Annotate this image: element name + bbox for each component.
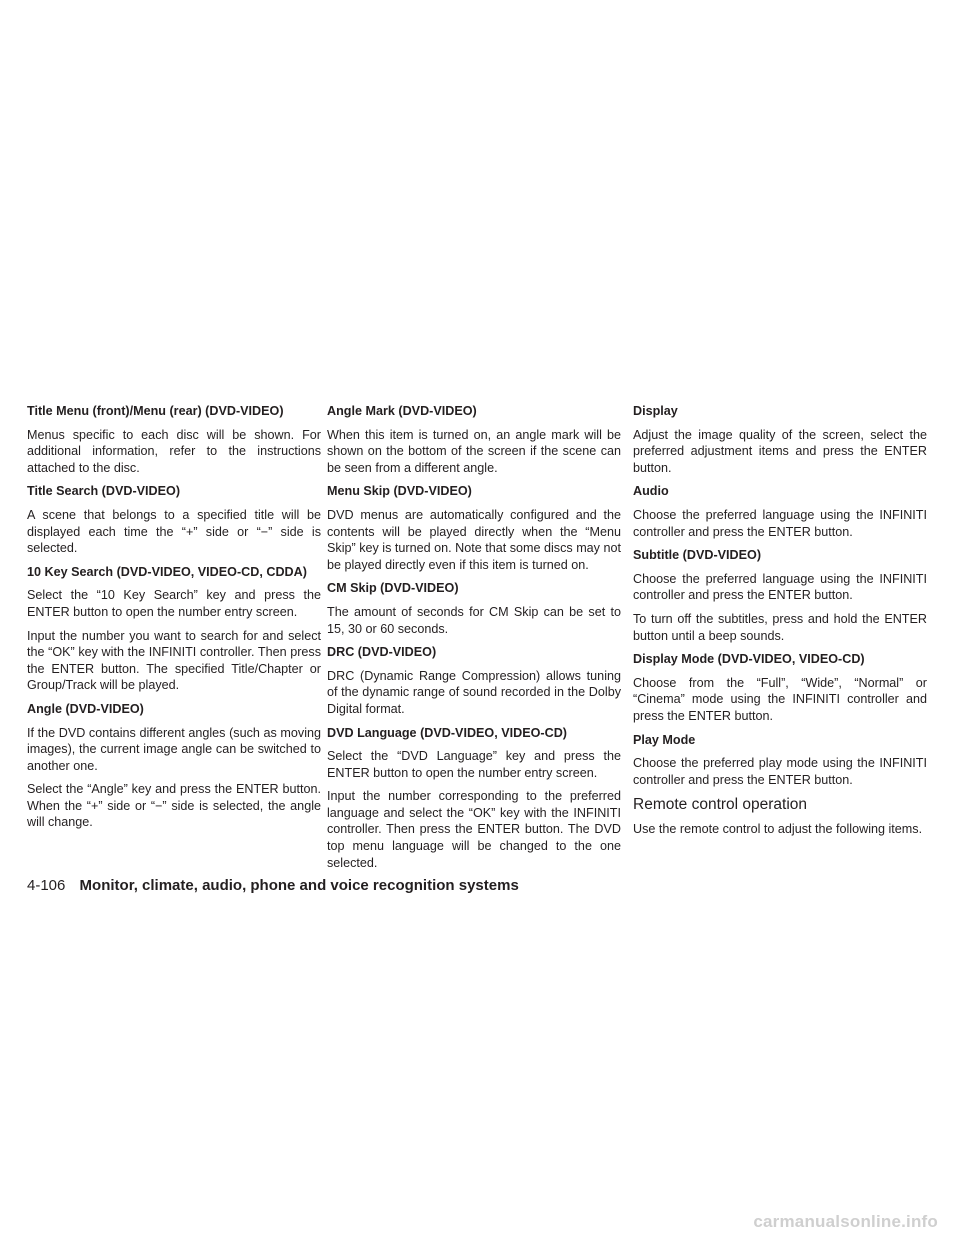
- section-heading: CM Skip (DVD-VIDEO): [327, 581, 459, 596]
- section-heading: Title Menu (front)/Menu (rear) (DVD-VIDEO): [27, 404, 284, 418]
- paragraph: DRC (Dynamic Range Compression) allows tuning of the dynamic range of sound recorded in the Dolby Digital format.: [327, 668, 621, 716]
- paragraph: Menus specific to each disc will be shown. For additional information, refer to the instructions attached to the disc.: [27, 427, 321, 475]
- section-heading: Angle (DVD-VIDEO): [27, 701, 144, 716]
- column-middle: [327, 403, 621, 878]
- paragraph: Select the “Angle” key and press the ENTER button. When the “+” side or “−” side is selected, the angle will change.: [27, 782, 321, 830]
- paragraph: DVD menus are automatically configured and the contents will be played directly when the “Menu Skip” key is turned on. Note that some discs may not be played directly even if this item is turned on.: [327, 507, 621, 572]
- paragraph: The amount of seconds for CM Skip can be set to 15, 30 or 60 seconds.: [327, 604, 621, 636]
- page-footer: [27, 876, 519, 896]
- paragraph: Choose the preferred play mode using the INFINITI controller and press the ENTER button.: [633, 756, 927, 787]
- paragraph: To turn off the subtitles, press and hold the ENTER button until a beep sounds.: [633, 611, 927, 643]
- section-heading: Display: [633, 404, 678, 418]
- paragraph: Choose the preferred language using the INFINITI controller and press the ENTER button.: [633, 571, 927, 603]
- page-number: 4-106: [27, 877, 66, 894]
- section-heading: 10 Key Search (DVD-VIDEO, VIDEO-CD, CDDA): [27, 564, 307, 579]
- section-title: Remote control operation: [633, 796, 808, 814]
- column-right: [633, 403, 927, 845]
- section-heading: Audio: [633, 484, 669, 499]
- paragraph: A scene that belongs to a specified title will be displayed each time the “+” side or “−” side is selected.: [27, 507, 321, 556]
- section-heading: Subtitle (DVD-VIDEO): [633, 548, 762, 563]
- paragraph: When this item is turned on, an angle mark will be shown on the bottom of the screen if the scene can be seen from a different angle.: [327, 427, 621, 475]
- section-heading: Title Search (DVD-VIDEO): [27, 484, 181, 499]
- paragraph: Choose from the “Full”, “Wide”, “Normal” or “Cinema” mode using the INFINITI controller and press the ENTER button.: [633, 675, 927, 723]
- section-heading: DVD Language (DVD-VIDEO, VIDEO-CD): [327, 725, 567, 740]
- paragraph: Select the “DVD Language” key and press the ENTER button to open the number entry screen.: [327, 749, 621, 780]
- section-heading: Menu Skip (DVD-VIDEO): [327, 484, 472, 499]
- paragraph: If the DVD contains different angles (such as moving images), the current image angle can be switched to another one.: [27, 725, 321, 773]
- watermark-text: carmanualsonline.info: [753, 1212, 938, 1231]
- paragraph: Select the “10 Key Search” key and press the ENTER button to open the number entry screen.: [27, 588, 321, 619]
- paragraph: Input the number corresponding to the preferred language and select the “OK” key with the INFINITI controller. Then press the ENTER button. The DVD top menu language will be changed to the one selected.: [327, 789, 621, 870]
- section-heading: Angle Mark (DVD-VIDEO): [327, 404, 477, 418]
- chapter-title: Monitor, climate, audio, phone and voice recognition systems: [79, 877, 519, 894]
- paragraph: Input the number you want to search for and select the “OK” key with the INFINITI controller. Then press the ENTER button. The specified Title/Chapter or Group/Track will be played.: [27, 628, 321, 693]
- section-heading: Display Mode (DVD-VIDEO, VIDEO-CD): [633, 652, 865, 667]
- section-heading: Play Mode: [633, 732, 696, 747]
- column-left: [27, 403, 321, 838]
- section-heading: DRC (DVD-VIDEO): [327, 645, 437, 660]
- paragraph: Choose the preferred language using the INFINITI controller and press the ENTER button.: [633, 507, 927, 539]
- paragraph: Adjust the image quality of the screen, select the preferred adjustment items and press the ENTER button.: [633, 427, 927, 475]
- paragraph: Use the remote control to adjust the following items.: [633, 822, 923, 837]
